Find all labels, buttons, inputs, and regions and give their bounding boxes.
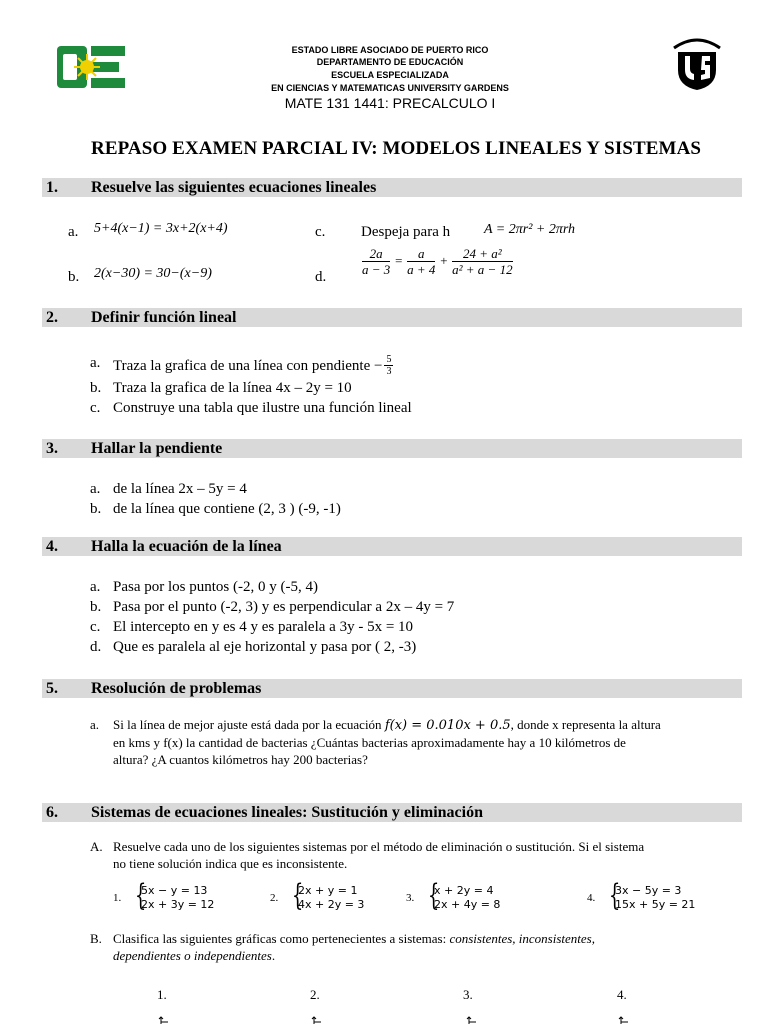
item-text: Pasa por el punto (-2, 3) y es perpendicular a 2x – 4y = 7 [113,599,455,615]
section-title: Sistemas de ecuaciones lineales: Sustitución y eliminación [91,804,483,821]
header-line-2: DEPARTAMENTO DE EDUCACIÓN [316,57,464,67]
section-1-header [42,178,742,197]
graph-axis-arrow-icon [311,1016,323,1024]
item-marker: c. [90,400,101,416]
item-marker: a. [90,481,101,497]
section-2-header [42,308,742,327]
item-marker: a. [68,224,79,240]
item-marker: b. [68,269,80,285]
item-text: Despeja para h [361,224,451,240]
item-marker: b. [90,599,102,615]
item-text: Construye una tabla que ilustre una función lineal [113,400,412,416]
item-marker: A. [90,839,103,854]
item-marker: c. [315,224,326,240]
item-text: de la línea 2x – 5y = 4 [113,481,247,497]
item-text-line-1: Si la línea de mejor ajuste está dada por la ecuación f(x) = 0.010x + 0.5, donde x representa la altura [113,717,661,733]
item-marker: a. [90,355,101,371]
school-seal-icon [668,34,726,92]
item-text-line-1: Resuelve cada uno de los siguientes sistemas por el método de eliminación o sustitución. Si el sistema [113,839,645,854]
graph-label-4: 4. [617,987,627,1002]
item-marker: a. [90,717,100,732]
item-text: de la línea que contiene (2, 3 ) (-9, -1) [113,501,341,517]
item-text-line-2: en kms y f(x) la cantidad de bacterias ¿Cuántas bacterias aproximadamente hay a 10 kilómetros de [113,735,626,750]
item-marker: c. [90,619,101,635]
section-6-header [42,803,742,822]
school-seal [668,34,726,92]
section-number: 1. [46,179,58,196]
header-line-3: ESCUELA ESPECIALIZADA [331,70,449,80]
header-line-1: ESTADO LIBRE ASOCIADO DE PUERTO RICO [291,45,489,55]
item-marker: d. [90,639,102,655]
section-4-header [42,537,742,556]
graph-label-2: 2. [310,987,320,1002]
item-text-line-2: no tiene solución indica que es inconsistente. [113,856,348,871]
item-text: El intercepto en y es 4 y es paralela a 3y - 5x = 10 [113,619,414,635]
left-brace-icon: { [608,878,621,913]
graph-axis-arrow-icon [466,1016,478,1024]
document-title: REPASO EXAMEN PARCIAL IV: MODELOS LINEALES Y SISTEMAS [91,138,702,159]
item-text: Traza la grafica de una línea con pendiente − $\frac{5}{3}$ [113,354,392,377]
section-title: Resuelve las siguientes ecuaciones lineales [91,179,377,196]
graph-label-3: 3. [463,987,473,1002]
left-brace-icon: { [427,878,440,913]
item-marker: b. [90,380,102,396]
item-marker: d. [315,269,327,285]
item-text-line-1: Clasifica las siguientes gráficas como pertenecientes a sistemas: consistentes, inconsistentes, [113,931,595,946]
equation: A = 2πr² + 2πrh [484,222,576,237]
section-number: 4. [46,538,58,555]
header-line-4: EN CIENCIAS Y MATEMATICAS UNIVERSITY GARDENS [271,83,509,93]
department-logo [57,44,125,90]
left-brace-icon: { [134,878,147,913]
course-title: MATE 131 1441: PRECALCULO I [284,95,496,111]
section-number: 5. [46,680,58,697]
equation: f(x) = 0.010x + 0.5 [384,718,511,733]
graph-axis-arrow-icon [158,1016,170,1024]
item-marker: B. [90,931,102,946]
section-5-header [42,679,742,698]
section-number: 6. [46,804,58,821]
graph-label-1: 1. [157,987,167,1002]
item-text-line-3: altura? ¿A cuantos kilómetros hay 200 bacterias? [113,752,368,767]
left-brace-icon: { [291,878,304,913]
item-text: Pasa por los puntos (-2, 0 y (-5, 4) [113,579,318,595]
section-3-header [42,439,742,458]
section-title: Halla la ecuación de la línea [91,538,282,555]
fraction: $\frac{a}{a + 4}$ [407,246,436,277]
section-number: 2. [46,309,58,326]
fraction: $\frac{2a}{a - 3}$ [362,246,391,277]
item-text: Traza la grafica de la línea 4x – 2y = 10 [113,380,352,396]
s1-d-equation: $\frac{2a}{a - 3}$ = $\frac{a}{a + 4}$ + $\frac{\text{24 + a²}}{\text{a² + a − 12}}$ [362,246,513,277]
section-title: Hallar la pendiente [91,440,223,457]
equation: 5+4(x−1) = 3x+2(x+4) [94,221,228,236]
item-text: Que es paralela al eje horizontal y pasa por ( 2, -3) [113,639,417,655]
graph-axis-arrow-icon [618,1016,630,1024]
section-title: Resolución de problemas [91,680,262,697]
section-title: Definir función lineal [91,309,237,326]
item-marker: b. [90,501,102,517]
department-logo-icon [57,44,125,90]
item-marker: a. [90,579,101,595]
fraction: $\frac{5}{3}$ [386,354,392,377]
section-number: 3. [46,440,58,457]
fraction: $\frac{\text{24 + a²}}{\text{a² + a − 12}}$ [452,246,513,277]
item-text-line-2: dependientes o independientes. [113,948,276,963]
equation: 2(x−30) = 30−(x−9) [94,266,212,281]
